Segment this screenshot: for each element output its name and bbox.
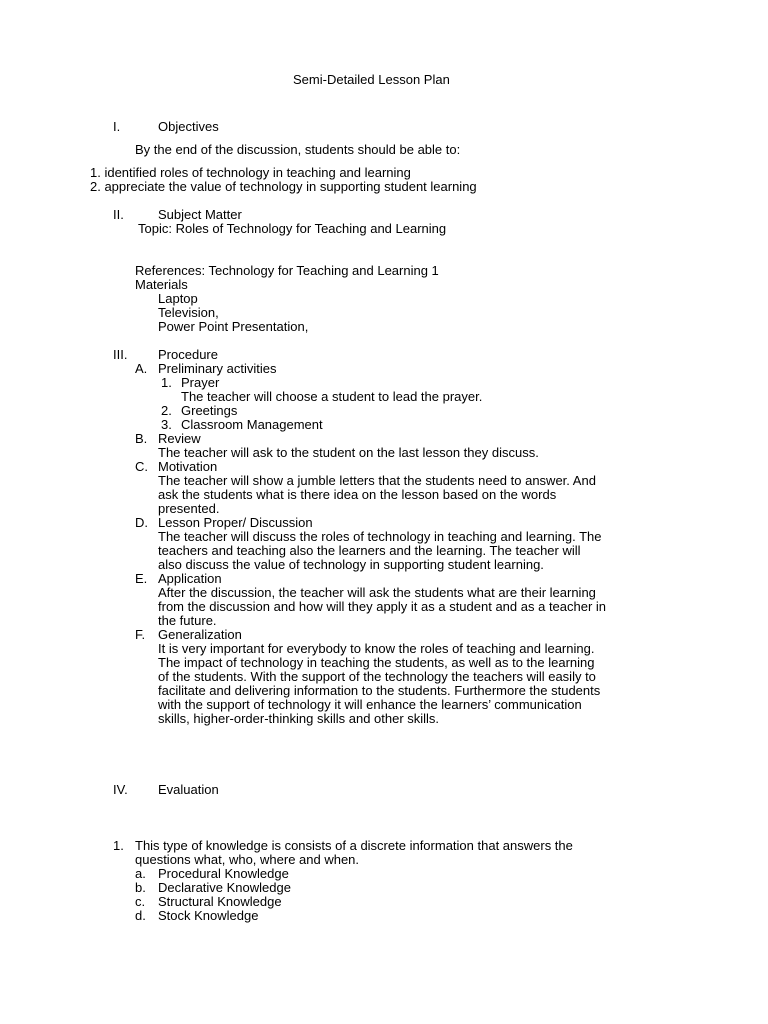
procedure-title-c: Motivation xyxy=(158,459,218,474)
section-heading-objectives: Objectives xyxy=(158,119,219,134)
question-number: 1. xyxy=(113,838,124,853)
option-text: Declarative Knowledge xyxy=(158,880,291,895)
procedure-text-line: from the discussion and how will they apply it as a student and as a teacher in xyxy=(158,599,607,614)
procedure-title-e: Application xyxy=(158,571,222,586)
procedure-title-b: Review xyxy=(158,431,201,446)
procedure-text-line: presented. xyxy=(158,501,220,516)
procedure-text-line: of the students. With the support of the technology the teachers will easily to xyxy=(158,669,596,684)
activity-number: 3. xyxy=(161,417,172,432)
material-item: Television, xyxy=(158,305,219,320)
activity-label: Greetings xyxy=(181,403,238,418)
procedure-title-a: Preliminary activities xyxy=(158,361,277,376)
procedure-text-line: skills, higher-order-thinking skills and other skills. xyxy=(158,711,440,726)
option-letter: b. xyxy=(135,880,146,895)
procedure-text-line: The impact of technology in teaching the students, as well as to the learning xyxy=(158,655,595,670)
procedure-text-line: After the discussion, the teacher will ask the students what are their learning xyxy=(158,585,596,600)
section-numeral-objectives: I. xyxy=(113,119,121,134)
option-letter: c. xyxy=(135,894,146,909)
activity-label: Classroom Management xyxy=(181,417,323,432)
option-letter: d. xyxy=(135,908,146,923)
procedure-text-line: The teacher will show a jumble letters that the students need to answer. And xyxy=(158,473,596,488)
procedure-letter-e: E. xyxy=(135,571,148,586)
procedure-title-d: Lesson Proper/ Discussion xyxy=(158,515,313,530)
procedure-text-line: The teacher will ask to the student on the last lesson they discuss. xyxy=(158,445,539,460)
section-numeral-evaluation: IV. xyxy=(113,782,128,797)
procedure-text-line: The teacher will discuss the roles of technology in teaching and learning. The xyxy=(158,529,602,544)
option-text: Structural Knowledge xyxy=(158,894,282,909)
activity-number: 2. xyxy=(161,403,172,418)
objective-item: 1. identified roles of technology in teaching and learning xyxy=(90,165,411,180)
page-title: Semi-Detailed Lesson Plan xyxy=(293,72,450,87)
subject-topic: Topic: Roles of Technology for Teaching and Learning xyxy=(138,221,447,236)
procedure-text-line: with the support of technology it will enhance the learners’ communication xyxy=(158,697,582,712)
section-heading-subject-matter: Subject Matter xyxy=(158,207,242,222)
procedure-title-f: Generalization xyxy=(158,627,242,642)
option-text: Stock Knowledge xyxy=(158,908,259,923)
material-item: Power Point Presentation, xyxy=(158,319,309,334)
procedure-letter-f: F. xyxy=(135,627,146,642)
option-text: Procedural Knowledge xyxy=(158,866,289,881)
procedure-text-line: It is very important for everybody to know the roles of teaching and learning. xyxy=(158,641,595,656)
option-letter: a. xyxy=(135,866,146,881)
procedure-text-line: also discuss the value of technology in supporting student learning. xyxy=(158,557,544,572)
procedure-letter-d: D. xyxy=(135,515,148,530)
prayer-description: The teacher will choose a student to lead the prayer. xyxy=(181,389,483,404)
subject-references: References: Technology for Teaching and Learning 1 xyxy=(135,263,439,278)
section-numeral-subject-matter: II. xyxy=(113,207,124,222)
objective-item: 2. appreciate the value of technology in supporting student learning xyxy=(90,179,477,194)
procedure-letter-a: A. xyxy=(135,361,148,376)
section-heading-evaluation: Evaluation xyxy=(158,782,219,797)
question-text-line: This type of knowledge is consists of a discrete information that answers the xyxy=(135,838,573,853)
section-numeral-procedure: III. xyxy=(113,347,128,362)
procedure-text-line: the future. xyxy=(158,613,217,628)
objectives-intro: By the end of the discussion, students should be able to: xyxy=(135,142,461,157)
materials-label: Materials xyxy=(135,277,188,292)
question-text-line: questions what, who, where and when. xyxy=(135,852,360,867)
procedure-letter-c: C. xyxy=(135,459,148,474)
activity-number: 1. xyxy=(161,375,172,390)
procedure-text-line: facilitate and delivering information to the students. Furthermore the students xyxy=(158,683,601,698)
activity-label: Prayer xyxy=(181,375,220,390)
procedure-text-line: ask the students what is there idea on the lesson based on the words xyxy=(158,487,557,502)
material-item: Laptop xyxy=(158,291,198,306)
section-heading-procedure: Procedure xyxy=(158,347,218,362)
procedure-text-line: teachers and teaching also the learners and the learning. The teacher will xyxy=(158,543,581,558)
procedure-letter-b: B. xyxy=(135,431,148,446)
